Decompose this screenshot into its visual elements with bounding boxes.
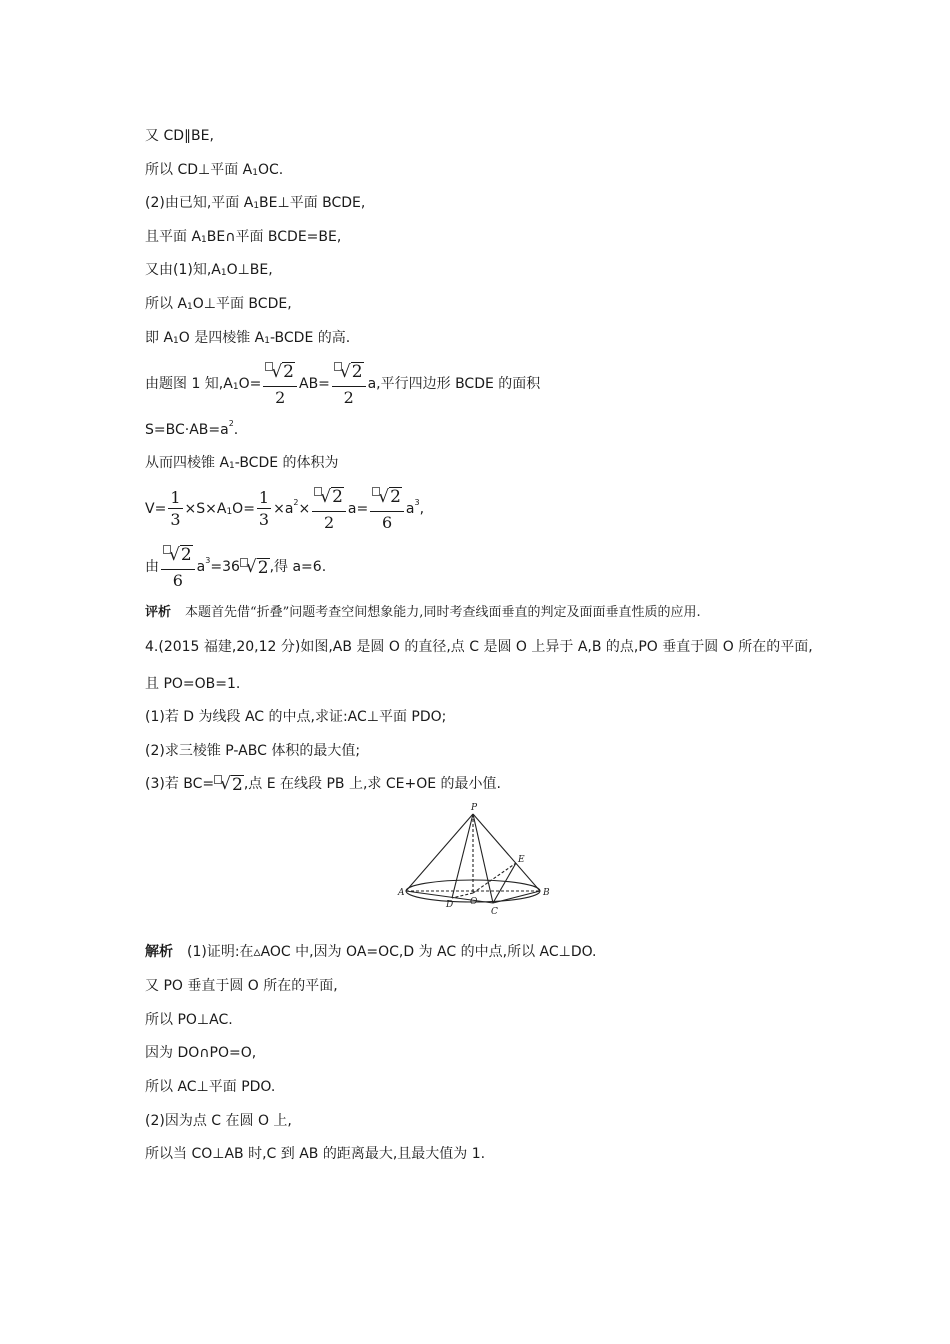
solution-line: 所以当 CO⊥AB 时,C 到 AB 的距离最大,且最大值为 1.: [145, 1146, 486, 1162]
fraction: $\frac{1}{3}$: [258, 488, 270, 529]
label-a: A: [398, 888, 405, 898]
fraction: √ 2 6: [161, 545, 195, 590]
text-line: 又由(1)知,A 1 O⊥BE,: [145, 262, 273, 278]
label-d: D: [446, 900, 454, 910]
fraction: √ 2 6: [370, 487, 404, 532]
question-line: (1)若 D 为线段 AC 的中点,求证:AC⊥平面 PDO;: [145, 709, 447, 725]
comment-line: 评析 本题首先借“折叠”问题考查空间想象能力,同时考查线面垂直的判定及面面垂直性质的应用.: [145, 603, 701, 623]
radical: √ 2: [214, 774, 244, 794]
fraction: $\frac{1}{3}$: [170, 488, 181, 529]
question-line: (3)若 BC= √ 2 ,点 E 在线段 PB 上,求 CE+OE 的最小值.: [145, 774, 501, 795]
fraction: √ 2 2: [332, 362, 366, 407]
text-line: S=BC·AB=a 2 .: [145, 419, 239, 438]
text-line: 即 A 1 O 是四棱锥 A 1 -BCDE 的高.: [145, 330, 351, 346]
label-p: P: [471, 803, 478, 813]
text-line: 所以 CD⊥平面 A 1 OC.: [145, 162, 284, 178]
label-e: E: [518, 855, 525, 865]
solution-line: 所以 PO⊥AC.: [145, 1012, 233, 1028]
label-b: B: [543, 888, 550, 898]
segment-oe: [473, 863, 516, 893]
solution-line: 又 PO 垂直于圆 O 所在的平面,: [145, 978, 338, 994]
formula-line: 由题图 1 知,A 1 O= √ 2 2 AB= √ 2 2 a,平行四边形 BCDE 的面积: [145, 361, 541, 407]
comment-label: 评析: [145, 605, 172, 620]
text-line: 从而四棱锥 A 1 -BCDE 的体积为: [145, 455, 339, 471]
text-line: 且平面 A 1 BE∩平面 BCDE=BE,: [145, 229, 342, 245]
text-line: 所以 A 1 O⊥平面 BCDE,: [145, 296, 292, 312]
solution-line: 解析 (1)证明:在▵AOC 中,因为 OA=OC,D 为 AC 的中点,所以 AC⊥DO.: [145, 944, 597, 960]
radical: √ 2: [240, 557, 270, 577]
question-line: 4.(2015 福建,20,12 分)如图,AB 是圆 O 的直径,点 C 是圆 O 上异于 A,B 的点,PO 垂直于圆 O 所在的平面,: [145, 639, 813, 655]
text-line: 又 CD∥BE,: [145, 128, 214, 144]
fraction: √ 2 2: [312, 487, 346, 532]
question-line: (2)求三棱锥 P-ABC 体积的最大值;: [145, 743, 361, 759]
solution-label: 解析: [145, 944, 173, 960]
formula-line: V= $\frac{1}{3}$ ×S×A 1 O= $\frac{1}{3}$ ×a 2 × √ 2 2 a= √ 2 6 a 3 ,: [145, 486, 425, 532]
formula-line: 由 √ 2 6 a 3 =36 √ 2 ,得 a=6.: [145, 544, 327, 590]
label-o: O: [470, 897, 478, 907]
fraction: √ 2 2: [263, 362, 297, 407]
chord-cb: [493, 891, 540, 903]
solution-line: 因为 DO∩PO=O,: [145, 1045, 257, 1061]
question-line: 且 PO=OB=1.: [145, 676, 241, 692]
cone-figure: [395, 800, 555, 920]
text-line: (2)由已知,平面 A 1 BE⊥平面 BCDE,: [145, 195, 366, 211]
edge-pc: [473, 814, 493, 903]
solution-line: 所以 AC⊥平面 PDO.: [145, 1079, 276, 1095]
segment-ce: [493, 863, 516, 903]
solution-line: (2)因为点 C 在圆 O 上,: [145, 1113, 292, 1129]
label-c: C: [491, 907, 498, 917]
